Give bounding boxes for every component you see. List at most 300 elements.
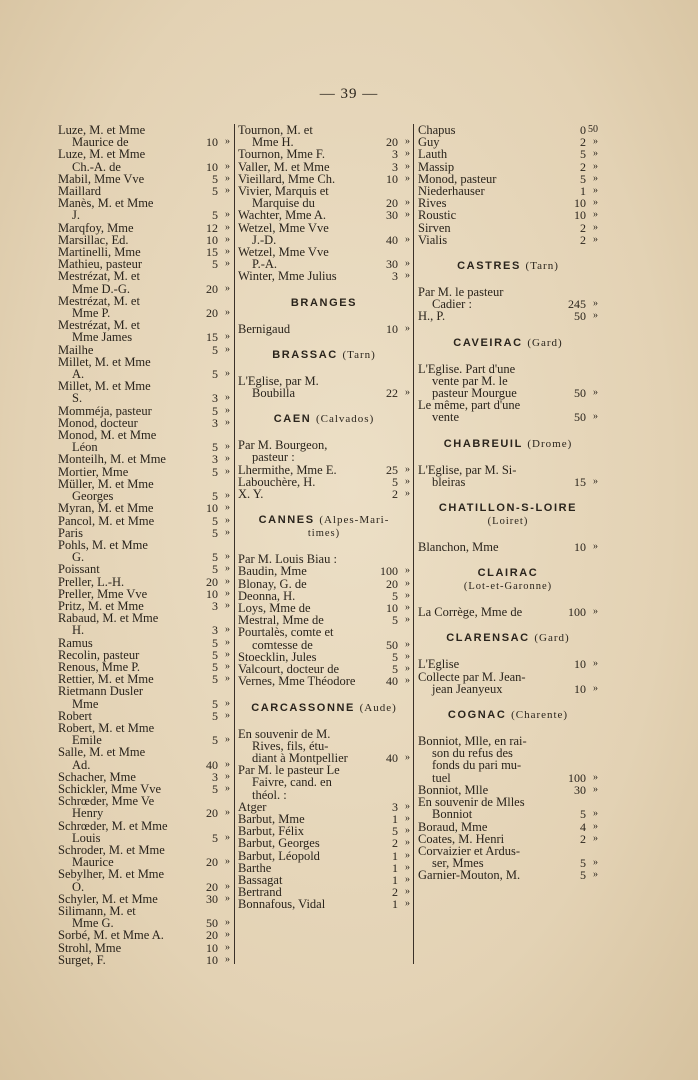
donor-name-continuation: G. <box>72 550 85 565</box>
section-title <box>418 502 598 514</box>
donation-amount: 5 <box>212 672 218 687</box>
list-item <box>238 246 410 270</box>
cents-mark: » <box>593 160 598 172</box>
list-item <box>58 795 230 819</box>
cents-mark: » <box>593 869 598 881</box>
donor-name-line: Silimann, M. et <box>58 904 136 918</box>
donor-name-line: Monod, pasteur <box>418 171 497 186</box>
donation-amount: 5 <box>580 856 586 871</box>
donor-name-line: Corvaizier et Ardus- <box>418 843 521 858</box>
donor-name-line: Bertrand <box>238 885 282 900</box>
donor-name-line: Tournon, Mme F. <box>238 147 326 162</box>
donation-amount: 5 <box>392 662 398 677</box>
donation-amount: 20 <box>386 135 398 150</box>
donor-name-continuation: Louis <box>72 830 101 845</box>
list-item <box>418 606 598 618</box>
list-item <box>58 722 230 746</box>
section-name: CLAIRAC <box>477 567 539 580</box>
donor-name-continuation: Bonniot <box>432 807 473 822</box>
donor-name-continuation: vente <box>432 410 460 425</box>
cents-mark: » <box>225 416 230 428</box>
donation-amount: 5 <box>580 807 586 822</box>
donor-name-line: Mailhe <box>58 342 94 357</box>
donor-name-line: Martinelli, Mme <box>58 245 141 260</box>
donation-amount: 1 <box>392 811 398 826</box>
section-name: CASTRES <box>457 260 521 273</box>
donation-amount: 5 <box>580 171 586 186</box>
cents-mark: » <box>225 648 230 660</box>
donor-name-line: Monod, M. et Mme <box>58 428 157 443</box>
cents-mark: » <box>405 270 410 282</box>
donor-name-line: Barbut, Félix <box>238 824 304 839</box>
column-3 <box>418 124 598 882</box>
donation-amount: 2 <box>392 885 398 900</box>
donor-name-continuation: vente par M. le <box>432 373 508 388</box>
donor-name-continuation: P.-A. <box>252 257 278 272</box>
donation-amount: 40 <box>386 232 398 247</box>
donation-amount: 3 <box>392 159 398 174</box>
donation-amount: 10 <box>206 159 218 174</box>
donor-name-continuation: A. <box>72 367 85 382</box>
cents-mark: » <box>593 857 598 869</box>
list-item <box>58 270 230 294</box>
donor-name-line: Millet, M. et Mme <box>58 379 151 394</box>
donor-name-line: Massip <box>418 159 455 174</box>
donor-name-line: Deonna, H. <box>238 588 296 603</box>
column-2 <box>238 124 410 911</box>
donor-name-line: Barbut, Mme <box>238 811 305 826</box>
donation-amount: 10 <box>574 208 586 223</box>
donor-name-line: Vieillard, Mme Ch. <box>238 171 336 186</box>
list-item <box>418 541 598 553</box>
cents-mark: » <box>593 197 598 209</box>
cents-mark: » <box>405 488 410 500</box>
list-item <box>238 898 410 910</box>
donation-amount: 0 <box>580 123 586 137</box>
section-region: (Charente) <box>511 709 569 722</box>
donor-name-line: Mabil, Mme Vve <box>58 171 145 186</box>
section-name: CHATILLON-S-LOIRE <box>438 502 578 515</box>
donor-name-continuation: comtesse de <box>252 637 313 652</box>
donor-name-line: Salle, M. et Mme <box>58 745 146 760</box>
list-item <box>58 905 230 929</box>
cents-mark: » <box>225 770 230 782</box>
donation-amount: 20 <box>206 928 218 943</box>
donor-name-line: L'Eglise, par M. <box>238 373 319 388</box>
donor-name-line: Mathieu, pasteur <box>58 257 143 272</box>
cents-mark: » <box>405 565 410 577</box>
cents-mark: » <box>225 734 230 746</box>
list-item <box>58 612 230 636</box>
donor-name-line: Müller, M. et Mme <box>58 476 154 491</box>
donor-name-line: Atger <box>238 799 267 814</box>
donation-amount: 5 <box>212 440 218 455</box>
cents-mark: » <box>405 209 410 221</box>
donor-name-line: L'Eglise, par M. Si- <box>418 462 517 477</box>
donor-name-line: Pancol, M. et Mme <box>58 513 155 528</box>
donation-amount: 5 <box>212 489 218 504</box>
donor-name-line: Schroder, M. et Mme <box>58 842 165 857</box>
section-name: COGNAC <box>447 709 507 722</box>
section-title <box>238 702 410 714</box>
cents-mark: » <box>593 658 598 670</box>
cents-mark: » <box>225 599 230 611</box>
donation-amount: 5 <box>212 781 218 796</box>
donation-amount: 1 <box>392 897 398 912</box>
donation-amount: 25 <box>386 462 398 477</box>
donation-amount: 3 <box>392 269 398 284</box>
cents-mark: » <box>593 606 598 618</box>
section-region: (Aude) <box>359 701 397 714</box>
donation-amount: 5 <box>212 367 218 382</box>
donation-amount: 5 <box>580 147 586 162</box>
donation-amount: 5 <box>212 562 218 577</box>
section-title <box>418 260 598 272</box>
donation-amount: 20 <box>206 281 218 296</box>
section-title <box>238 514 410 526</box>
donor-name-continuation: théol. : <box>252 787 287 802</box>
donor-name-line: Barbut, Léopold <box>238 848 320 863</box>
donor-name-line: En souvenir de Mlles <box>418 795 525 810</box>
donation-amount: 5 <box>392 649 398 664</box>
list-item <box>418 124 598 136</box>
column-divider <box>234 124 235 964</box>
donor-name-line: Vivier, Marquis et <box>238 184 329 199</box>
cents-mark: » <box>405 650 410 662</box>
column-divider <box>413 124 414 964</box>
donation-amount: 245 <box>568 297 586 312</box>
list-item <box>58 148 230 172</box>
donation-amount: 50 <box>574 410 586 425</box>
list-item <box>418 735 598 784</box>
cents-mark: » <box>593 233 598 245</box>
donor-name-line: Roustic <box>418 208 457 223</box>
cents-mark: » <box>593 783 598 795</box>
list-item <box>418 464 598 488</box>
donor-name-continuation: pasteur : <box>252 450 295 465</box>
donation-amount: 5 <box>212 635 218 650</box>
cents-mark: » <box>405 800 410 812</box>
section-name: CAVEIRAC <box>453 336 523 349</box>
donor-name-line: Pritz, M. et Mme <box>58 598 144 613</box>
donation-amount: 5 <box>392 588 398 603</box>
donor-name-line: Vernes, Mme Théodore <box>238 674 356 689</box>
list-item <box>238 185 410 209</box>
donor-name-line: Barthe <box>238 860 272 875</box>
section-name: CAEN <box>273 413 312 426</box>
donation-amount: 5 <box>392 474 398 489</box>
donor-name-continuation: Mme P. <box>72 306 111 321</box>
cents-mark: » <box>405 172 410 184</box>
cents-mark: » <box>593 808 598 820</box>
cents-mark: » <box>405 825 410 837</box>
donor-name-continuation: tuel <box>432 770 451 785</box>
cents-mark: » <box>405 258 410 270</box>
donor-name-line: Stoecklin, Jules <box>238 649 317 664</box>
donor-name-continuation: Ch.-A. de <box>72 159 121 174</box>
donor-name-line: X. Y. <box>238 487 264 502</box>
donor-name-line: Rietmann Dusler <box>58 684 144 699</box>
donor-name <box>238 764 410 801</box>
donor-name-line: Surget, F. <box>58 952 106 967</box>
donor-name-line: Le même, part d'une <box>418 398 521 413</box>
donor-name-continuation: Mme G. <box>72 916 114 931</box>
donation-amount: 20 <box>206 574 218 589</box>
donor-name-continuation: O. <box>72 879 85 894</box>
donation-amount: 50 <box>206 916 218 931</box>
donor-name-line: Coates, M. Henri <box>418 831 505 846</box>
donor-name-line: Ramus <box>58 635 93 650</box>
cents-mark: » <box>405 463 410 475</box>
donation-amount: 3 <box>212 452 218 467</box>
donor-name-continuation: S. <box>72 391 83 406</box>
donor-name-line: Robert, M. et Mme <box>58 720 155 735</box>
donor-name-line: Par M. le pasteur Le <box>238 763 340 778</box>
section-region: (Gard) <box>534 632 570 645</box>
donation-amount: 2 <box>580 159 586 174</box>
donation-amount: 100 <box>568 770 586 785</box>
donation-amount: 10 <box>574 196 586 211</box>
cents-mark: » <box>593 185 598 197</box>
donor-name-line: Schacher, Mme <box>58 769 136 784</box>
donation-amount: 3 <box>212 769 218 784</box>
donation-amount: 2 <box>580 831 586 846</box>
section-region: (Alpes-Mari- <box>319 514 390 527</box>
donor-name-line: Labouchère, H. <box>238 474 316 489</box>
donor-name-line: Bonnafous, Vidal <box>238 897 326 912</box>
cents-mark: » <box>225 636 230 648</box>
donor-name-continuation: Rives, fils, étu- <box>252 738 329 753</box>
cents-mark: » <box>225 282 230 294</box>
section-name: BRANGES <box>290 296 358 309</box>
donor-name-line: H., P. <box>418 309 446 324</box>
donor-name-continuation: jean Jeanyeux <box>432 681 503 696</box>
donor-name-line: Tournon, M. et <box>238 123 313 137</box>
donor-name-line: Mortier, Mme <box>58 464 129 479</box>
cents-mark: » <box>593 771 598 783</box>
cents-mark: » <box>225 502 230 514</box>
cents-mark: » <box>593 136 598 148</box>
donor-name-continuation: Faivre, cand. en <box>252 775 332 790</box>
section-name: BRASSAC <box>272 348 338 361</box>
donor-name-continuation: J. <box>72 208 80 223</box>
donor-name-line: Monteilh, M. et Mme <box>58 452 166 467</box>
donor-name-line: Garnier-Mouton, M. <box>418 868 521 883</box>
cents-mark: » <box>225 514 230 526</box>
cents-mark: » <box>593 172 598 184</box>
cents-mark: » <box>225 551 230 563</box>
donation-amount: 5 <box>212 257 218 272</box>
column-1 <box>58 124 230 966</box>
cents-mark: » <box>225 160 230 172</box>
cents-mark: » <box>405 886 410 898</box>
donation-amount: 2 <box>392 487 398 502</box>
list-item <box>418 796 598 820</box>
donation-amount: 5 <box>212 208 218 223</box>
donor-name-line: Schrœder, M. et Mme <box>58 818 168 833</box>
cents-mark: » <box>405 873 410 885</box>
list-item <box>238 375 410 399</box>
donor-name-line: Wetzel, Mme Vve <box>238 220 329 235</box>
cents-mark: » <box>225 136 230 148</box>
donation-amount: 5 <box>212 464 218 479</box>
section-title <box>418 567 598 579</box>
cents-mark: » <box>225 258 230 270</box>
page-number: — 39 — <box>319 86 379 102</box>
cents-mark: » <box>225 490 230 502</box>
cents-mark: » <box>225 880 230 892</box>
donation-amount: 5 <box>580 868 586 883</box>
section-name: CARCASSONNE <box>251 701 355 714</box>
donor-name-line: Wachter, Mme A. <box>238 208 327 223</box>
donation-amount: 1 <box>392 872 398 887</box>
donation-amount: 15 <box>206 330 218 345</box>
donor-name-continuation: fonds du pari mu- <box>432 758 522 773</box>
donation-amount: 12 <box>206 220 218 235</box>
donor-name-line: Winter, Mme Julius <box>238 269 337 284</box>
cents-mark: » <box>593 387 598 399</box>
donor-name-line: Poissant <box>58 562 100 577</box>
cents-mark: » <box>405 751 410 763</box>
donor-name-line: Wetzel, Mme Vve <box>238 245 329 260</box>
cents-mark: » <box>405 663 410 675</box>
list-item <box>58 197 230 221</box>
section-title <box>238 349 410 361</box>
cents-mark: » <box>405 638 410 650</box>
donor-name-line: L'Eglise. Part d'une <box>418 361 516 376</box>
list-item <box>238 764 410 801</box>
donor-name-line: La Corrège, Mme de <box>418 605 523 620</box>
cents-mark: 50 <box>588 124 598 135</box>
list-item <box>238 675 410 687</box>
donation-amount: 5 <box>212 513 218 528</box>
donation-amount: 15 <box>206 245 218 260</box>
donor-name-line: Momméja, pasteur <box>58 403 152 418</box>
cents-mark: » <box>593 820 598 832</box>
cents-mark: » <box>593 298 598 310</box>
donor-name-line: Par M. Bourgeon, <box>238 438 328 453</box>
cents-mark: » <box>225 660 230 672</box>
donation-amount: 3 <box>212 598 218 613</box>
cents-mark: » <box>225 307 230 319</box>
cents-mark: » <box>225 209 230 221</box>
cents-mark: » <box>225 172 230 184</box>
list-item <box>418 234 598 246</box>
list-item <box>418 286 598 310</box>
donation-amount: 10 <box>574 681 586 696</box>
donor-name-line: Rettier, M. et Mme <box>58 672 154 687</box>
donation-amount: 15 <box>574 474 586 489</box>
list-item <box>418 399 598 423</box>
donation-amount: 5 <box>212 525 218 540</box>
donor-name-line: Myran, M. et Mme <box>58 501 154 516</box>
section-subtitle: (Loiret) <box>487 516 529 528</box>
donation-amount: 50 <box>574 309 586 324</box>
cents-mark: » <box>225 892 230 904</box>
cents-mark: » <box>225 246 230 258</box>
donation-amount: 5 <box>392 613 398 628</box>
donor-name-line: Par M. Louis Biau : <box>238 552 337 567</box>
cents-mark: » <box>225 392 230 404</box>
donation-amount: 20 <box>386 576 398 591</box>
donor-name-line: Lhermithe, Mme E. <box>238 462 337 477</box>
donor-name-line: Monod, docteur <box>58 415 138 430</box>
cents-mark: » <box>593 682 598 694</box>
list-item <box>58 429 230 453</box>
donation-amount: 2 <box>580 135 586 150</box>
section-region: (Drome) <box>527 437 573 450</box>
donation-amount: 20 <box>206 855 218 870</box>
donation-amount: 2 <box>392 836 398 851</box>
list-item <box>58 820 230 844</box>
donation-amount: 20 <box>206 306 218 321</box>
cents-mark: » <box>225 929 230 941</box>
list-item <box>238 728 410 765</box>
donor-name-continuation: Mme James <box>72 330 133 345</box>
section-title <box>418 709 598 721</box>
cents-mark: » <box>405 837 410 849</box>
cents-mark: » <box>405 602 410 614</box>
cents-mark: » <box>225 709 230 721</box>
section-region: (Calvados) <box>315 413 375 426</box>
cents-mark: » <box>405 577 410 589</box>
donor-name-line: Schyler, M. et Mme <box>58 891 158 906</box>
donor-name-continuation: Marquise du <box>252 196 315 211</box>
list-item <box>238 222 410 246</box>
donation-amount: 5 <box>212 403 218 418</box>
donation-amount: 5 <box>212 830 218 845</box>
list-item <box>418 310 598 322</box>
donor-name-line: Recolin, pasteur <box>58 647 140 662</box>
donor-name-line: Collecte par M. Jean- <box>418 669 526 684</box>
donor-name-line: Baudin, Mme <box>238 564 307 579</box>
cents-mark: » <box>405 675 410 687</box>
list-item <box>58 954 230 966</box>
list-item <box>58 868 230 892</box>
cents-mark: » <box>225 575 230 587</box>
cents-mark: » <box>593 475 598 487</box>
donation-amount: 10 <box>386 321 398 336</box>
donor-name-continuation: Mme D.-G. <box>72 281 130 296</box>
list-item <box>238 626 410 650</box>
cents-mark: » <box>225 526 230 538</box>
donation-amount: 2 <box>580 220 586 235</box>
donor-name-line: Mestrézat, M. et <box>58 293 140 308</box>
list-item <box>418 671 598 695</box>
donor-name-continuation: Maurice <box>72 855 114 870</box>
donation-amount: 5 <box>212 708 218 723</box>
cents-mark: » <box>405 475 410 487</box>
donation-amount: 5 <box>392 824 398 839</box>
donor-name-line: Mestral, Mme de <box>238 613 324 628</box>
donor-name-continuation: H. <box>72 623 85 638</box>
section-region: (Gard) <box>527 336 563 349</box>
cents-mark: » <box>225 233 230 245</box>
cents-mark: » <box>225 941 230 953</box>
section-subtitle: (Lot-et-Garonne) <box>463 581 553 593</box>
cents-mark: » <box>225 368 230 380</box>
donor-name-line: Renous, Mme P. <box>58 659 140 674</box>
cents-mark: » <box>225 185 230 197</box>
donation-amount: 1 <box>392 860 398 875</box>
donation-amount: 5 <box>212 733 218 748</box>
donor-name-continuation: Maurice de <box>72 135 129 150</box>
donation-amount: 3 <box>212 415 218 430</box>
donation-amount: 3 <box>392 147 398 162</box>
donor-name-continuation: Mme <box>72 696 99 711</box>
donor-name-line: Lauth <box>418 147 448 162</box>
donation-amount: 20 <box>206 806 218 821</box>
